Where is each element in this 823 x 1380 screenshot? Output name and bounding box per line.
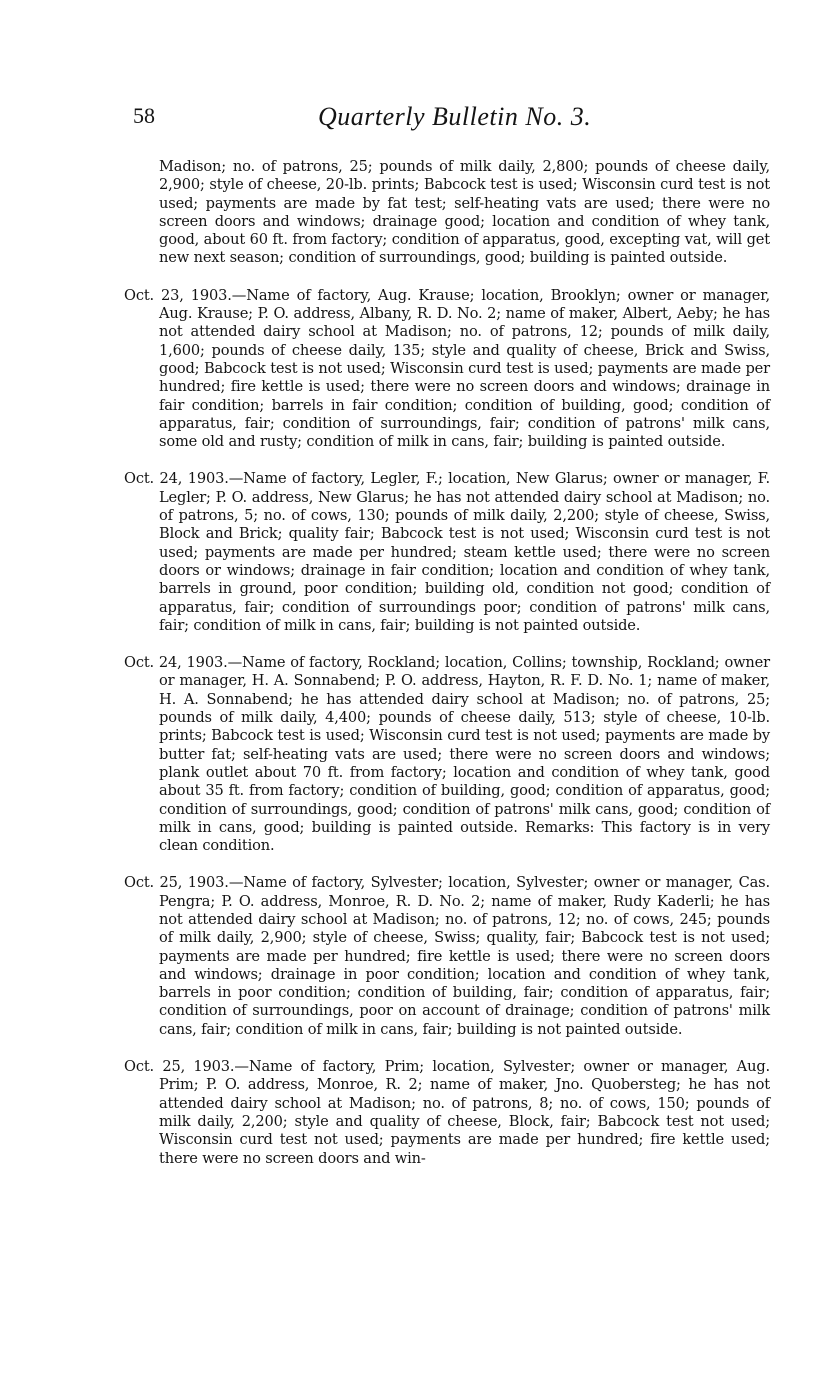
page-body — [124, 158, 770, 1187]
report-paragraph — [124, 287, 770, 452]
report-text: —Name of factory, Aug. Krause; location, Brooklyn; owner or manager, Aug. Krause; P. O. address, Albany, R. D. No. 2; name of maker, Albert, Aeby; he has not attended dairy school at Madison; no. of patrons, 12; pounds of milk daily, 1,600; pounds of cheese daily, 135; style and quality of cheese, Brick and Swiss, good; Babcock test is not used; Wisconsin curd test is used; payments are made per hundred; fire kettle is used; there were no screen doors and windows; drainage in fair condition; barrels in fair condition; condition of building, good; condition of apparatus, fair; condition of surroundings, fair; condition of patrons' milk cans, some old and rusty; condition of milk in cans, fair; building is painted outside. — [159, 286, 770, 451]
page-number: 58 — [133, 103, 155, 128]
report-text: Madison; no. of patrons, 25; pounds of milk daily, 2,800; pounds of cheese daily, 2,900; style of cheese, 20-lb. prints; Babcock test is used; Wisconsin curd test is not used; payments are made by fat test; self-heating vats are used; there were no screen doors and windows; drainage good; location and condition of whey tank, good, about 60 ft. from factory; condition of apparatus, good, excepting vat, will get new next season; condition of surroundings, good; building is painted outside. — [159, 158, 770, 267]
report-paragraph — [124, 1058, 770, 1168]
report-text: —Name of factory, Prim; location, Sylvester; owner or manager, Aug. Prim; P. O. address, Monroe, R. 2; name of maker, Jno. Quobersteg; he has not attended dairy school at Madison; no. of patrons, 8; no. of cows, 150; pounds of milk daily, 2,200; style and quality of cheese, Block, fair; Babcock test not used; Wisconsin curd test not used; payments are made per hundred; fire kettle used; there were no screen doors and win- — [159, 1058, 771, 1167]
running-title: Quarterly Bulletin No. 3. — [318, 102, 592, 131]
report-text: —Name of factory, Rockland; location, Collins; township, Rockland; owner or manager, H. A. Sonnabend; P. O. address, Hayton, R. F. D. No. 1; name of maker, H. A. Sonnabend; he has attended dairy school at Madison; no. of patrons, 25; pounds of milk daily, 4,400; pounds of cheese daily, 513; style of cheese, 10-lb. prints; Babcock test is used; Wisconsin curd test is not used; payments are made by butter fat; self-heating vats are used; there were no screen doors and windows; plank outlet about 70 ft. from factory; location and condition of whey tank, good about 35 ft. from factory; condition of building, good; condition of apparatus, good; condition of surroundings, good; condition of patrons' milk cans, good; condition of milk in cans, good; building is painted outside. Remarks: This factory is in very clean condition. — [159, 654, 770, 855]
report-paragraph — [124, 874, 770, 1039]
report-text: —Name of factory, Legler, F.; location, New Glarus; owner or manager, F. Legler; P. O. address, New Glarus; he has not attended dairy school at Madison; no. of patrons, 5; no. of cows, 130; pounds of milk daily, 2,200; style of cheese, Swiss, Block and Brick; quality fair; Babcock test is not used; Wisconsin curd test is not used; payments are made per hundred; steam kettle used; there were no screen doors or windows; drainage in fair condition; location and condition of whey tank, barrels in ground, poor condition; building old, condition not good; condition of apparatus, fair; condition of surroundings poor; condition of patrons' milk cans, fair; condition of milk in cans, fair; building is not painted outside. — [159, 470, 770, 634]
report-paragraph — [124, 470, 770, 635]
report-paragraph — [124, 654, 770, 855]
report-date: Oct. 24, 1903. — [124, 470, 229, 488]
report-date: Oct. 23, 1903. — [124, 286, 232, 304]
report-text: —Name of factory, Sylvester; location, Sylvester; owner or manager, Cas. Pengra; P. O. address, Monroe, R. D. No. 2; name of maker, Rudy Kaderli; he has not attended dairy school at Madison; no. of patrons, 12; no. of cows, 245; pounds of milk daily, 2,900; style of cheese, Swiss; quality, fair; Babcock test is not used; payments are made per hundred; fire kettle is used; there were no screen doors and windows; drainage in poor condition; location and condition of whey tank, barrels in poor condition; condition of building, fair; condition of apparatus, fair; condition of surroundings, poor on account of drainage; condition of patrons' milk cans, fair; condition of milk in cans, fair; building is not painted outside. — [159, 874, 771, 1038]
report-paragraph — [124, 158, 770, 268]
report-date: Oct. 24, 1903. — [124, 654, 228, 672]
report-date: Oct. 25, 1903. — [124, 874, 229, 892]
report-date: Oct. 25, 1903. — [124, 1058, 235, 1076]
